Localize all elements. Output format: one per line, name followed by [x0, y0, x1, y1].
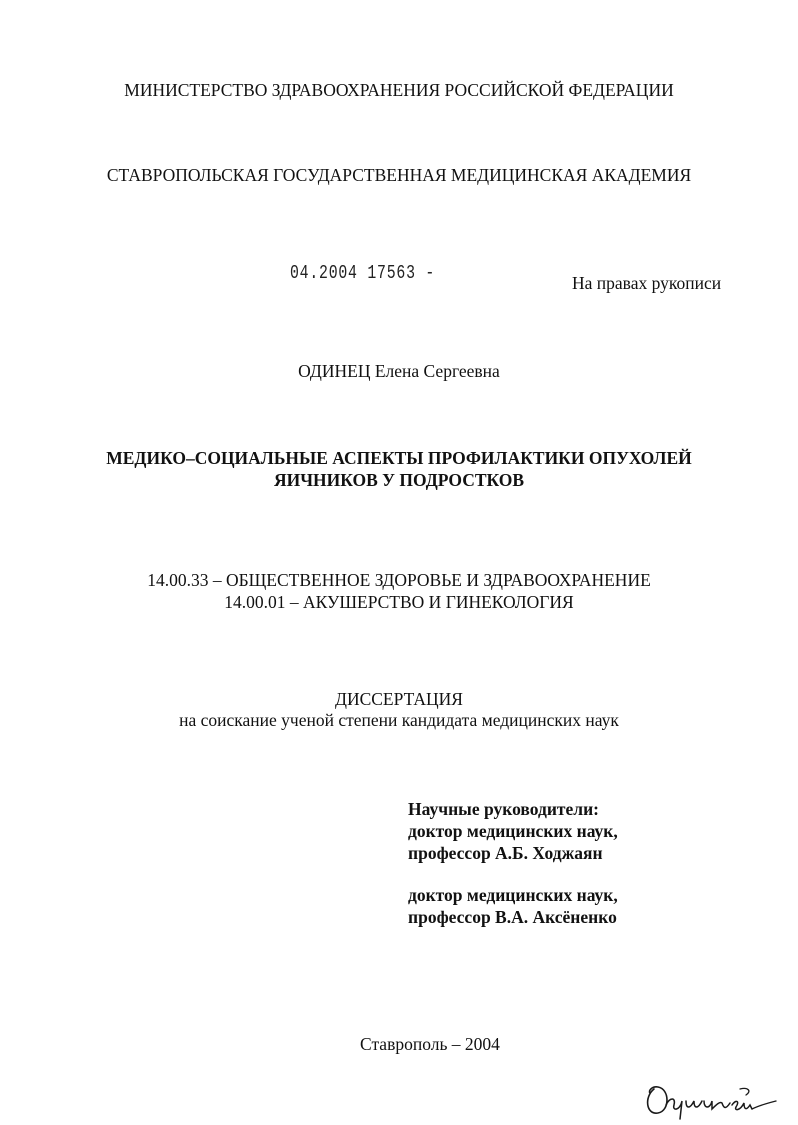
academy-header: СТАВРОПОЛЬСКАЯ ГОСУДАРСТВЕННАЯ МЕДИЦИНСКАЯ АКАДЕМИЯ	[106, 165, 692, 185]
supervisor-2-name: профессор В.А. Аксёненко	[408, 907, 617, 927]
supervisor-1-degree: доктор медицинских наук,	[408, 821, 618, 841]
dissertation-title-line-2: ЯИЧНИКОВ У ПОДРОСТКОВ	[273, 470, 525, 490]
author-name: ОДИНЕЦ Елена Сергеевна	[298, 361, 500, 381]
dissertation-title-line-1: МЕДИКО–СОЦИАЛЬНЫЕ АСПЕКТЫ ПРОФИЛАКТИКИ ОПУХОЛЕЙ	[106, 448, 692, 468]
registry-stamp: 04.2004 17563 -	[290, 262, 436, 284]
ministry-header: МИНИСТЕРСТВО ЗДРАВООХРАНЕНИЯ РОССИЙСКОЙ ФЕДЕРАЦИИ	[124, 80, 674, 100]
document-type: ДИССЕРТАЦИЯ	[335, 689, 463, 709]
place-and-year: Ставрополь – 2004	[360, 1034, 500, 1054]
degree-statement: на соискание ученой степени кандидата медицинских наук	[179, 710, 619, 730]
author-signature	[640, 1075, 780, 1125]
supervisor-2-degree: доктор медицинских наук,	[408, 885, 618, 905]
specialty-code-2: 14.00.01 – АКУШЕРСТВО И ГИНЕКОЛОГИЯ	[224, 592, 574, 612]
manuscript-note: На правах рукописи	[572, 273, 722, 293]
specialty-code-1: 14.00.33 – ОБЩЕСТВЕННОЕ ЗДОРОВЬЕ И ЗДРАВООХРАНЕНИЕ	[147, 570, 651, 590]
supervisor-1-name: профессор А.Б. Ходжаян	[408, 843, 603, 863]
supervisors-heading: Научные руководители:	[408, 799, 600, 819]
